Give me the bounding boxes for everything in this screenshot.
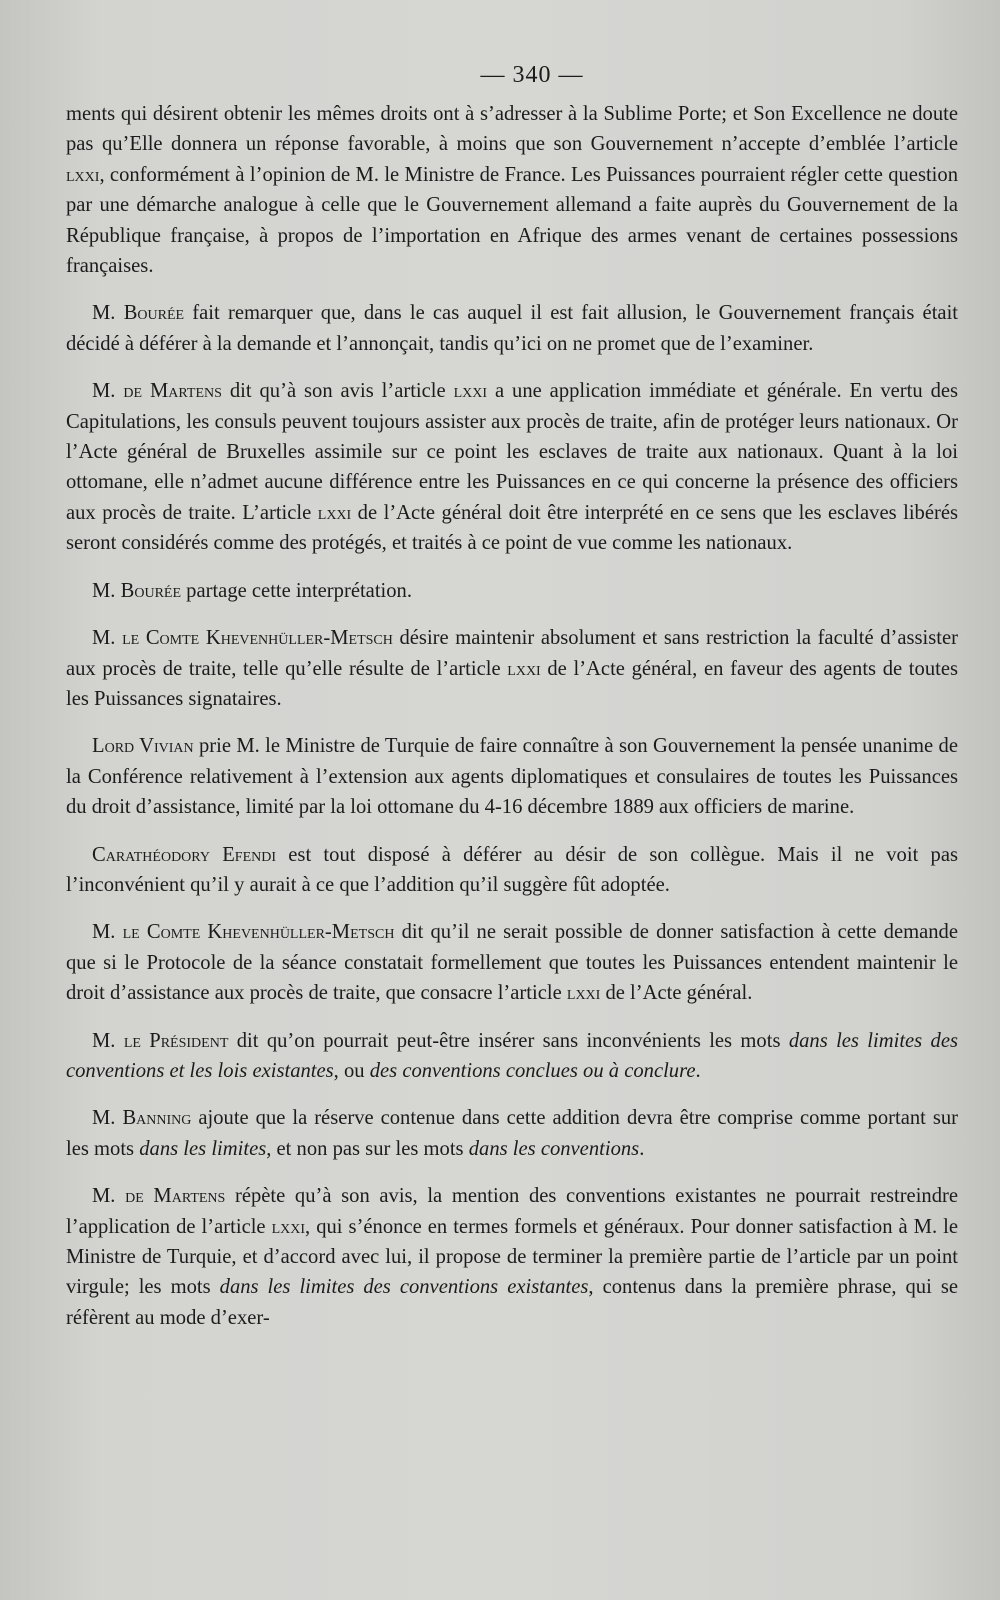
italic-quote: dans les limites des conventions et les lois existantes xyxy=(66,1029,958,1082)
text-run: . xyxy=(695,1059,701,1082)
speaker-name: Bourée xyxy=(120,579,182,602)
text-run: prie M. le Ministre de Turquie de faire connaître à son Gouvernement la pensée unanime de la Conférence relativement à l’extension aux agents diplomatiques et consulaires de toutes les Puissances du droit d’assistance, limité par la loi ottomane du 4-16 décembre 1889 aux officiers de marine. xyxy=(66,735,958,819)
text-run: répète qu’à son avis, la mention des conventions existantes ne pourrait restreindre l’application de l’article xyxy=(66,1185,959,1238)
paragraph xyxy=(66,1181,958,1333)
speaker-name: lxxi xyxy=(66,163,100,186)
speaker-name: Carathéodory Efendi xyxy=(92,843,277,866)
text-run: , contenus dans la première phrase, qui se réfèrent au mode d’exer- xyxy=(66,1276,958,1329)
text-run: ajoute que la réserve contenue dans cette addition devra être comprise comme portant sur les mots xyxy=(66,1107,958,1160)
text-run: , qui s’énonce en termes formels et généraux. Pour donner satisfaction à M. le Ministre de Turquie, et d’accord avec lui, il propose de terminer la première partie de l’article par un point virgule; les mots xyxy=(66,1215,959,1299)
text-run: M. xyxy=(92,1029,124,1052)
italic-quote: dans les conventions xyxy=(468,1137,640,1160)
paragraph xyxy=(66,576,958,606)
speaker-name: Banning xyxy=(122,1107,192,1130)
text-run: , ou xyxy=(333,1059,370,1082)
text-run: ments qui désirent obtenir les mêmes droits ont à s’adresser à la Sublime Porte; et Son Excellence ne doute pas qu’Elle donnera un réponse favorable, à moins que son Gouvernement n’accepte d’emblée l’article xyxy=(66,103,958,156)
paragraph xyxy=(66,917,958,1008)
text-run: dit qu’on pourrait peut-être insérer sans inconvénients les mots xyxy=(228,1029,789,1052)
paragraph xyxy=(66,1103,958,1164)
speaker-name: le Président xyxy=(123,1029,229,1052)
text-run: M. xyxy=(92,627,123,650)
text-run: M. xyxy=(92,380,124,403)
text-run: de l’Acte général doit être interprété en ce sens que les esclaves libérés seront considérés comme des protégés, et traités à ce point de vue comme les nationaux. xyxy=(66,501,958,555)
italic-quote: des conventions conclues ou à conclure xyxy=(369,1059,696,1082)
speaker-name: le Comte Khevenhüller-Metsch xyxy=(122,627,393,650)
text-run: M. xyxy=(92,302,124,325)
text-run: dit qu’il ne serait possible de donner satisfaction à cette demande que si le Protocole de la séance constatait formellement que toutes les Puissances entendent maintenir le droit d’assistance aux procès de traite, que consacre l’article xyxy=(66,921,958,1005)
speaker-name: Lord Vivian xyxy=(92,735,194,758)
paragraph xyxy=(66,99,958,281)
speaker-name: le Comte Khevenhüller-Metsch xyxy=(122,921,395,944)
speaker-name: lxxi xyxy=(566,982,601,1005)
text-run: est tout disposé à déférer au désir de son collègue. Mais il ne voit pas l’inconvénient qu’il y aurait à ce que l’addition qu’il suggère fût adoptée. xyxy=(66,843,958,896)
paragraph xyxy=(66,376,958,558)
body-text xyxy=(66,99,958,1333)
speaker-name: lxxi xyxy=(453,380,488,403)
speaker-name: de Martens xyxy=(123,380,222,403)
text-run: désire maintenir absolument et sans restriction la faculté d’assister aux procès de traite, telle qu’elle résulte de l’article xyxy=(66,627,959,680)
speaker-name: lxxi xyxy=(317,501,352,524)
paragraph xyxy=(66,623,958,714)
text-run: de l’Acte général, en faveur des agents de toutes les Puissances signataires. xyxy=(66,657,958,710)
speaker-name: Bourée xyxy=(123,302,185,325)
paragraph xyxy=(66,840,958,901)
speaker-name: de Martens xyxy=(125,1185,226,1208)
text-run: M. xyxy=(92,1107,123,1130)
text-run: . xyxy=(639,1137,645,1160)
page-number: — 340 — xyxy=(480,62,584,88)
text-run: M. xyxy=(92,1185,126,1208)
text-run: de l’Acte général. xyxy=(600,982,753,1005)
paragraph xyxy=(66,731,958,822)
text-run: , conformément à l’opinion de M. le Ministre de France. Les Puissances pourraient régler cette question par une démarche analogue à celle que le Gouvernement allemand a faite auprès du Gouvernement de la République française, à propos de l’importation en Afrique des armes venant de certaines possessions françaises. xyxy=(66,163,958,278)
speaker-name: lxxi xyxy=(271,1215,306,1238)
speaker-name: lxxi xyxy=(507,657,541,680)
paragraph xyxy=(66,298,958,359)
paragraph xyxy=(66,1026,958,1087)
italic-quote: dans les limites des conventions existantes xyxy=(219,1276,589,1299)
text-run: dit qu’à son avis l’article xyxy=(221,380,454,403)
text-run: M. xyxy=(92,579,121,602)
italic-quote: dans les limites xyxy=(139,1137,267,1160)
text-run: fait remarquer que, dans le cas auquel il est fait allusion, le Gouvernement français était décidé à déférer à la demande et l’annonçait, tandis qu’ici on ne promet que de l’examiner. xyxy=(66,302,959,355)
text-run: a une application immédiate et générale. En vertu des Capitulations, les consuls peuvent toujours assister aux procès de traite, afin de protéger leurs nationaux. Or l’Acte général de Bruxelles assimile sur ce point les esclaves de traite aux nationaux. Quant à la loi ottomane, elle n’admet aucune différence entre les Puissances en ce qui concerne la présence des officiers aux procès de traite. L’article xyxy=(66,380,959,524)
text-run: , et non pas sur les mots xyxy=(266,1137,469,1160)
text-run: partage cette interprétation. xyxy=(181,579,413,602)
text-run: M. xyxy=(92,921,123,944)
